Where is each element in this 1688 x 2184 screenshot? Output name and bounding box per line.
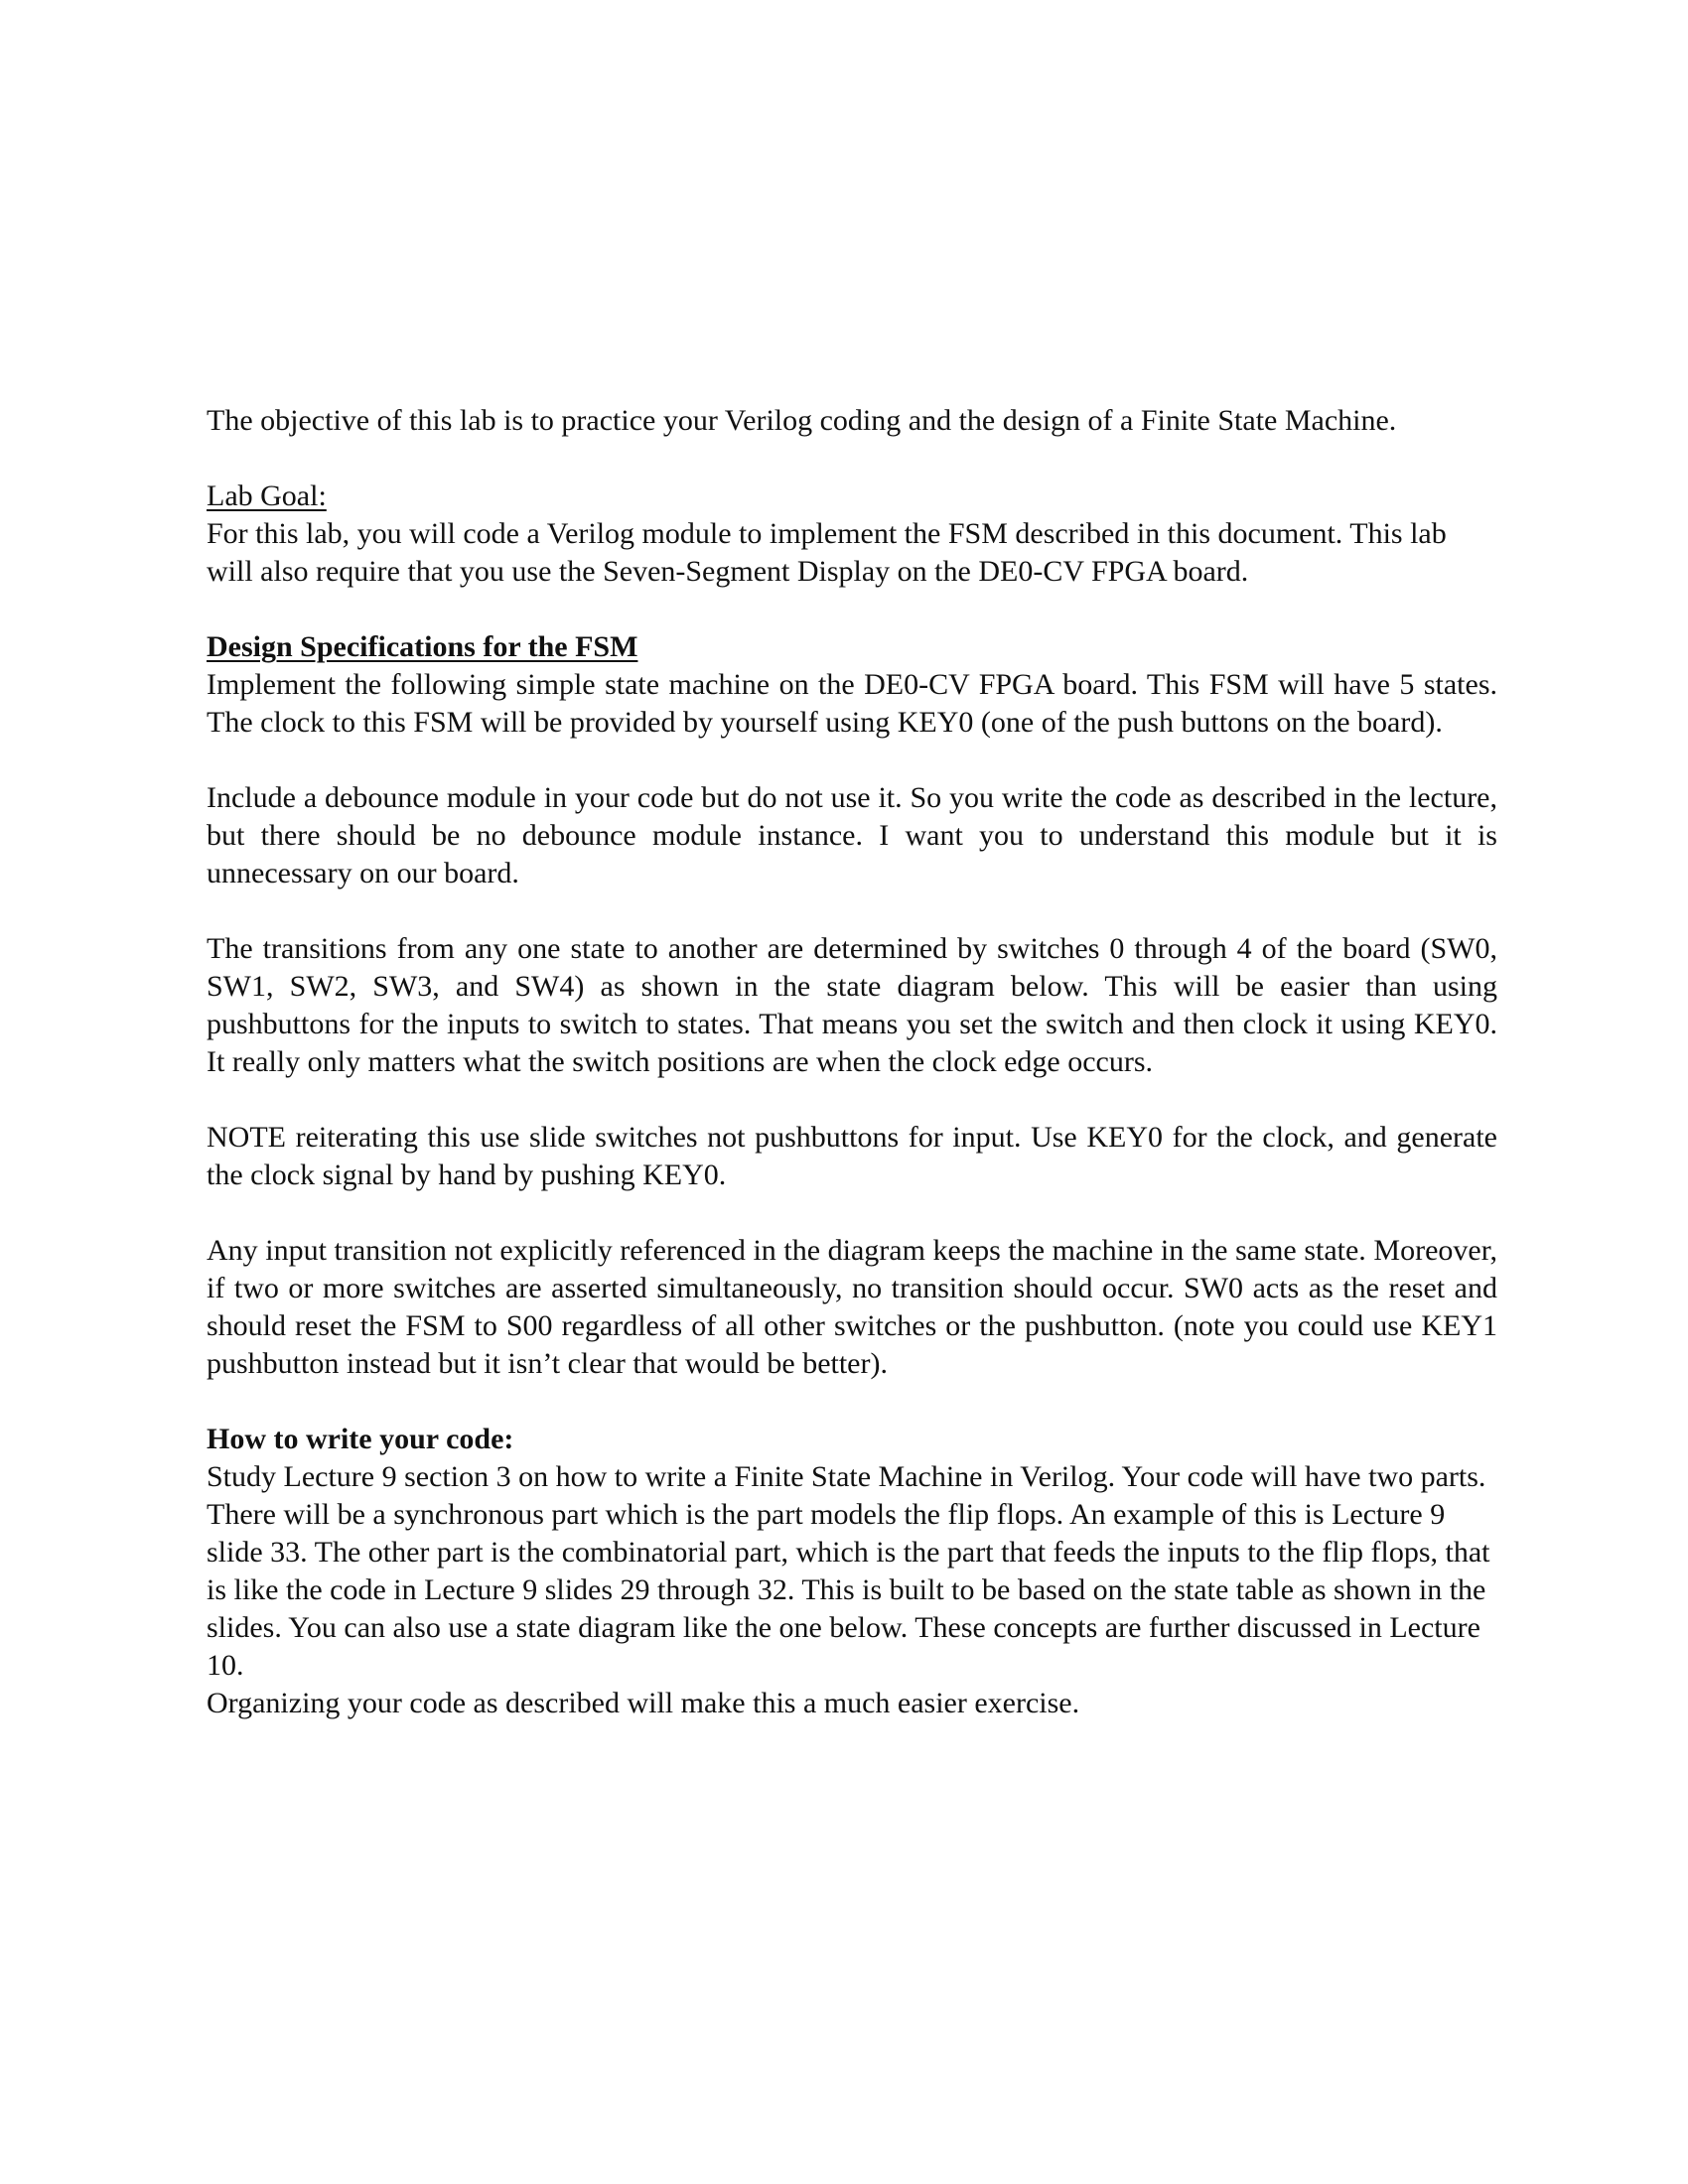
how-to-heading: How to write your code: xyxy=(207,1423,514,1455)
design-specs-section xyxy=(207,628,1497,1383)
how-to-closing: Organizing your code as described will make this a much easier exercise. xyxy=(207,1687,1080,1719)
lab-goal-body: For this lab, you will code a Verilog module to implement the FSM described in this document. This lab will also require that you use the Seven-Segment Display on the DE0-CV FPGA board. xyxy=(207,517,1447,588)
design-specs-paragraph-4: NOTE reiterating this use slide switches not pushbuttons for input. Use KEY0 for the clock, and generate the clock signal by hand by pushing KEY0. xyxy=(207,1121,1497,1191)
design-specs-paragraph-2: Include a debounce module in your code but do not use it. So you write the code as described in the lecture, but there should be no debounce module instance. I want you to understand this module but it is unnecessary on our board. xyxy=(207,781,1497,889)
how-to-body: Study Lecture 9 section 3 on how to write a Finite State Machine in Verilog. Your code will have two parts. There will be a synchronous part which is the part models the flip flops. An example of this is Lecture 9 slide 33. The other part is the combinatorial part, which is the part that feeds the inputs to the flip flops, that is like the code in Lecture 9 slides 29 through 32. This is built to be based on the state table as shown in the slides. You can also use a state diagram like the one below. These concepts are further discussed in Lecture 10. xyxy=(207,1460,1490,1682)
document-body xyxy=(207,402,1497,1722)
lab-goal-heading: Lab Goal: xyxy=(207,479,327,512)
intro-paragraph: The objective of this lab is to practice your Verilog coding and the design of a Finite State Machine. xyxy=(207,404,1397,437)
design-specs-paragraph-1: Implement the following simple state machine on the DE0-CV FPGA board. This FSM will have 5 states. The clock to this FSM will be provided by yourself using KEY0 (one of the push buttons on the board). xyxy=(207,668,1497,739)
lab-goal-section xyxy=(207,478,1497,591)
design-specs-paragraph-3: The transitions from any one state to another are determined by switches 0 through 4 of the board (SW0, SW1, SW2, SW3, and SW4) as shown in the state diagram below. This will be easier than using pushbuttons for the inputs to switch to states. That means you set the switch and then clock it using KEY0. It really only matters what the switch positions are when the clock edge occurs. xyxy=(207,932,1497,1078)
design-specs-paragraph-5: Any input transition not explicitly referenced in the diagram keeps the machine in the same state. Moreover, if two or more switches are asserted simultaneously, no transition should occur. SW0 acts as the reset and should reset the FSM to S00 regardless of all other switches or the pushbutton. (note you could use KEY1 pushbutton instead but it isn’t clear that would be better). xyxy=(207,1234,1497,1380)
how-to-section xyxy=(207,1421,1497,1722)
design-specs-heading: Design Specifications for the FSM xyxy=(207,630,638,663)
